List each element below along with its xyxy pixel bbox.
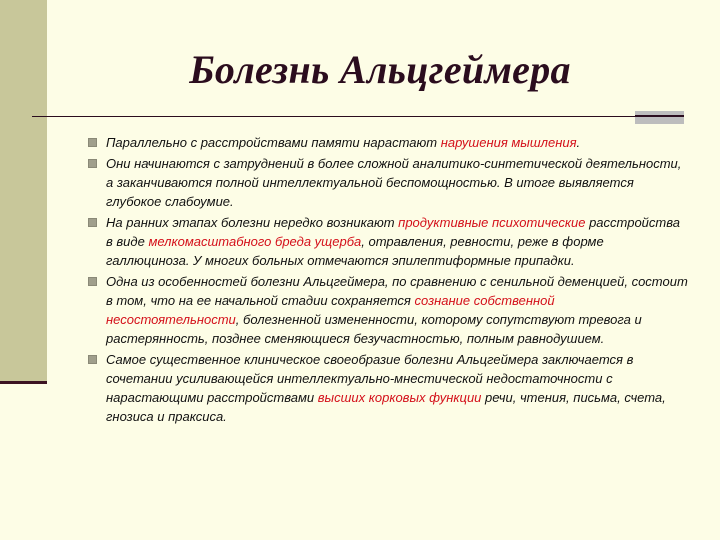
square-bullet-icon <box>88 218 97 227</box>
square-bullet-icon <box>88 138 97 147</box>
slide-title: Болезнь Альцгеймера <box>189 47 571 92</box>
highlighted-term: мелкомасштабного бреда ущерба <box>148 234 362 249</box>
bullet-item <box>88 154 688 211</box>
highlighted-term: нарушения мышления <box>440 135 577 150</box>
bullet-text: , отравления, ревности, реже в форме галлюциноза. У многих больных отмечаются эпилептиформные припадки. <box>106 234 604 268</box>
bullet-text: . <box>576 135 581 150</box>
bullet-text: расстройства в виде <box>106 215 680 249</box>
bullet-item <box>88 213 688 270</box>
square-bullet-icon <box>88 159 97 168</box>
square-bullet-icon <box>88 277 97 286</box>
highlighted-term: сознание собственной несостоятельности <box>106 293 555 327</box>
title-divider-accent <box>635 111 684 124</box>
bullet-text: Самое существенное клиническое своеобразие болезни Альцгеймера заключается в сочетании усиливающейся интеллектуально-мнестической недостаточности с нарастающими расстройствами <box>106 352 634 405</box>
highlighted-term: продуктивные психотические <box>398 215 586 230</box>
square-bullet-icon <box>88 355 97 364</box>
bullet-text: На ранних этапах болезни нередко возникают <box>106 215 399 230</box>
bullet-text: Одна из особенностей болезни Альцгеймера, по сравнению с сенильной деменцией, состоит в том, что на ее начальной стадии сохраняется <box>106 274 688 308</box>
bullet-list <box>88 133 688 428</box>
bullet-item <box>88 133 688 152</box>
title-divider-accent-line <box>635 115 684 117</box>
bullet-text: речи, чтения, письма, счета, гнозиса и праксиса. <box>106 390 666 424</box>
bullet-text: Они начинаются с затруднений в более сложной аналитико-синтетической деятельности, а заканчиваются полной интеллектуальной беспомощностью. В итоге выявляется глубокое слабоумие. <box>106 156 682 209</box>
highlighted-term: высших корковых функции <box>317 390 482 405</box>
bullet-item <box>88 350 688 426</box>
side-bar-divider <box>0 381 47 384</box>
bullet-text: , болезненной измененности, которому сопутствуют тревога и растерянность, позднее сменяющиеся безучастностью, полным равнодушием. <box>106 312 642 346</box>
title-divider <box>32 116 684 117</box>
bullet-text: Параллельно с расстройствами памяти нарастают <box>106 135 441 150</box>
bullet-item <box>88 272 688 348</box>
